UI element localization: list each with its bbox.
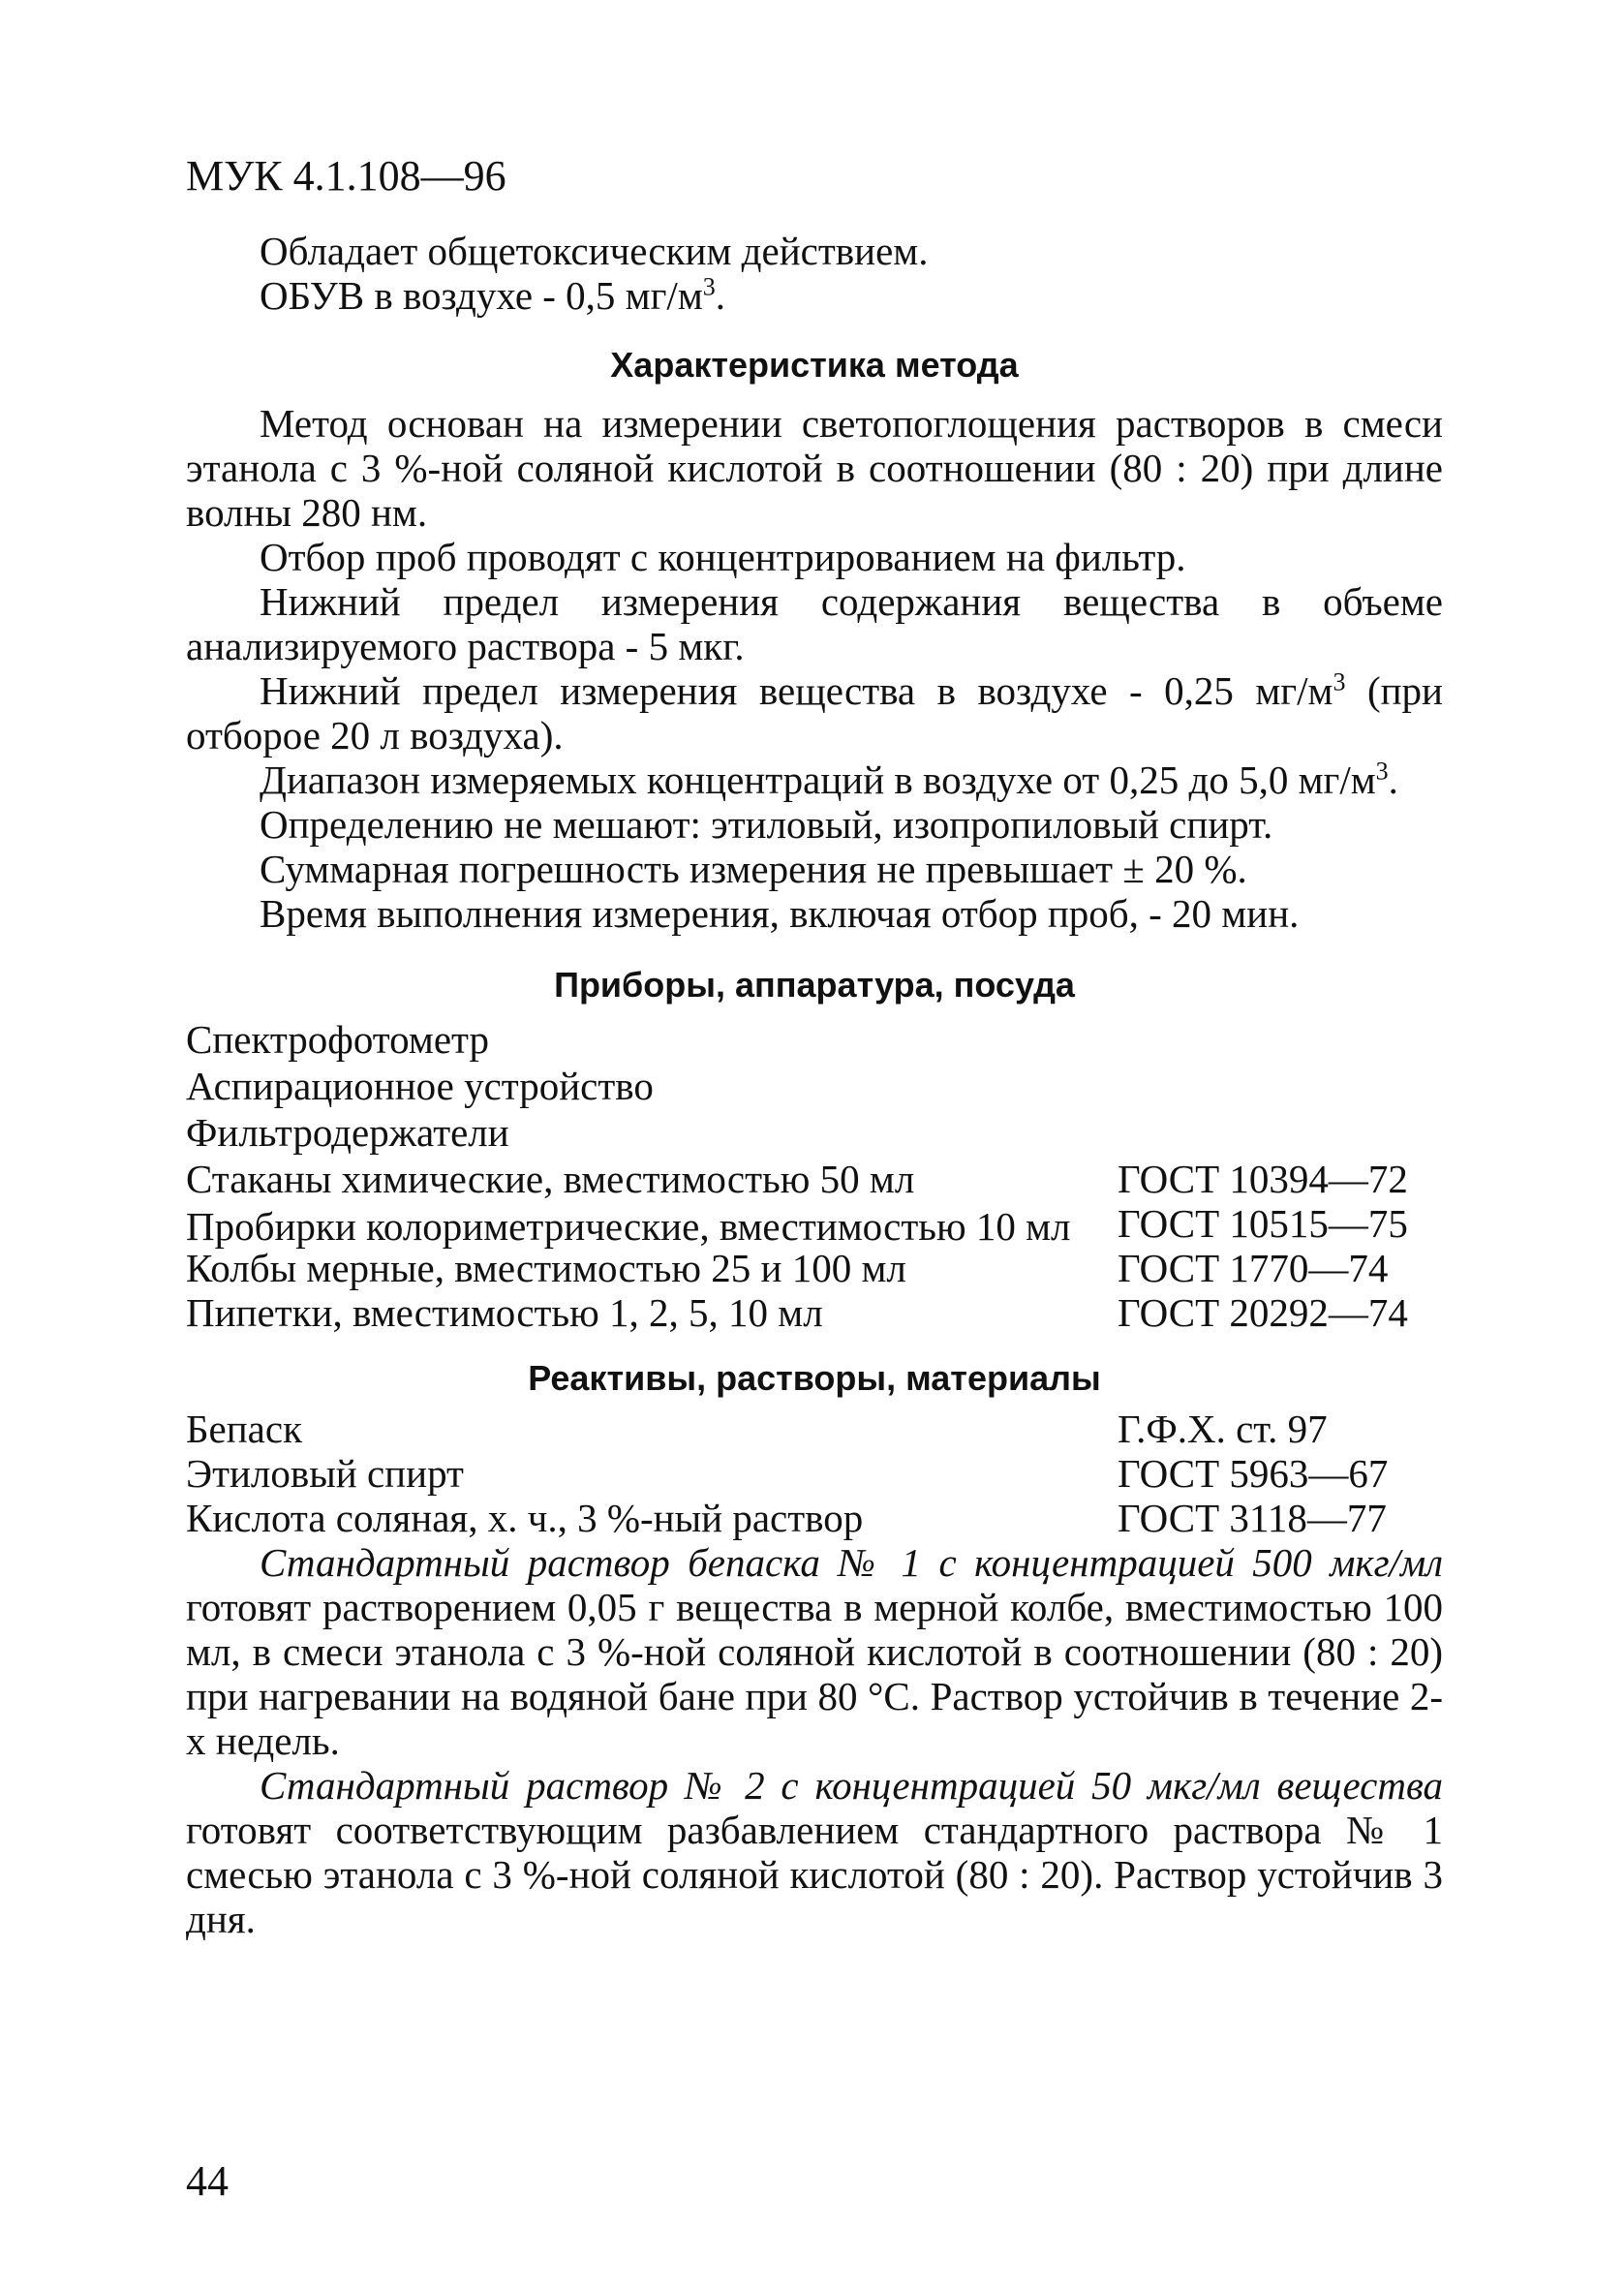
method-paragraph-4-b: (при отборое 20 л воздуха). — [186, 668, 1443, 758]
intro-line-2 — [186, 273, 1443, 318]
method-paragraph-5 — [186, 758, 1443, 802]
standard-solution-1-paragraph — [186, 1540, 1443, 1763]
standard-solution-2-text: готовят соответствующим разбавлением стандартного раствора № 1 смесью этанола с 3 %-ной соляной кислотой (80 : 20). Раствор устойчив 3 дня. — [186, 1808, 1443, 1941]
standard-solution-1-text: готовят растворением 0,05 г вещества в мерной колбе, вместимостью 100 мл, в смеси этанола с 3 %-ной соляной кислотой в соотношении (80 : 20) при нагревании на водяной бане при 80 °С. Раствор устойчив в течение 2-х недель. — [186, 1585, 1443, 1763]
reagent-row — [186, 1407, 1443, 1451]
equipment-name: Колбы мерные, вместимостью 25 и 100 мл — [186, 1246, 906, 1290]
equipment-item: Спектрофотометр — [186, 1017, 489, 1062]
equipment-row — [186, 1157, 1443, 1201]
equipment-row — [186, 1246, 1443, 1290]
method-paragraph-5-end: . — [1388, 758, 1398, 802]
superscript: 3 — [1333, 667, 1346, 696]
equipment-item: Фильтродержатели — [186, 1110, 509, 1155]
reagent-name: Кислота соляная, х. ч., 3 %-ный раствор — [186, 1496, 864, 1540]
reagent-name: Этиловый спирт — [186, 1451, 464, 1496]
method-paragraph-4 — [186, 668, 1443, 758]
reagent-row — [186, 1451, 1443, 1496]
equipment-name: Пробирки колориметрические, вместимостью 10 мл — [186, 1204, 1071, 1249]
method-paragraph-5-a: Диапазон измеряемых концентраций в воздухе от 0,25 до 5,0 мг/м — [260, 758, 1376, 802]
method-paragraph-2: Отбор проб проводят с концентрированием на фильтр. — [260, 535, 1186, 579]
document-code-header: МУК 4.1.108—96 — [186, 152, 506, 200]
equipment-name: Стаканы химические, вместимостью 50 мл — [186, 1157, 915, 1201]
equipment-item: Аспирационное устройство — [186, 1064, 654, 1108]
intro-line-1-text: Обладает общетоксическим действием. — [260, 229, 929, 273]
reagent-name: Бепаск — [186, 1407, 302, 1451]
standard-solution-2-paragraph — [186, 1763, 1443, 1941]
equipment-row — [186, 1201, 1443, 1249]
superscript: 3 — [1375, 757, 1389, 786]
section-title-equipment: Приборы, аппаратура, посуда — [554, 965, 1075, 1005]
method-paragraph-1: Метод основан на измерении светопоглощения растворов в смеси этанола с 3 %-ной соляной кислотой в соотношении (80 : 20) при длине волны 280 нм. — [186, 401, 1443, 535]
equipment-standard: ГОСТ 20292—74 — [1118, 1290, 1408, 1335]
method-paragraph-6: Определению не мешают: этиловый, изопропиловый спирт. — [260, 802, 1273, 847]
equipment-standard: ГОСТ 1770—74 — [1118, 1246, 1389, 1290]
reagent-standard: ГОСТ 5963—67 — [1118, 1451, 1389, 1496]
section-title-method: Характеристика метода — [610, 345, 1019, 385]
section-title-reagents: Реактивы, растворы, материалы — [528, 1358, 1101, 1398]
intro-line-1 — [186, 229, 1443, 273]
intro-line-2-text: ОБУВ в воздухе - 0,5 мг/м — [260, 273, 703, 318]
reagent-row — [186, 1496, 1443, 1540]
standard-solution-1-title: Стандартный раствор бепаска № 1 с концентрацией 500 мкг/мл — [260, 1540, 1443, 1585]
equipment-standard: ГОСТ 10394—72 — [1118, 1157, 1408, 1201]
document-body — [186, 229, 1443, 1941]
method-paragraph-8: Время выполнения измерения, включая отбор проб, - 20 мин. — [260, 891, 1300, 936]
standard-solution-2-title: Стандартный раствор № 2 с концентрацией 50 мкг/мл вещества — [260, 1763, 1443, 1808]
reagent-standard: Г.Ф.Х. ст. 97 — [1118, 1407, 1328, 1451]
method-paragraph-4-a: Нижний предел измерения вещества в воздухе - 0,25 мг/м — [260, 668, 1333, 713]
superscript: 3 — [702, 272, 716, 301]
equipment-name: Пипетки, вместимостью 1, 2, 5, 10 мл — [186, 1290, 823, 1335]
equipment-row — [186, 1290, 1443, 1335]
page-number: 44 — [186, 2157, 229, 2205]
intro-line-2-end: . — [715, 273, 726, 318]
equipment-standard: ГОСТ 10515—75 — [1118, 1201, 1408, 1246]
method-paragraph-7: Суммарная погрешность измерения не превышает ± 20 %. — [260, 847, 1247, 891]
method-paragraph-3: Нижний предел измерения содержания вещества в объеме анализируемого раствора - 5 мкг. — [186, 579, 1443, 668]
reagent-standard: ГОСТ 3118—77 — [1118, 1496, 1387, 1540]
